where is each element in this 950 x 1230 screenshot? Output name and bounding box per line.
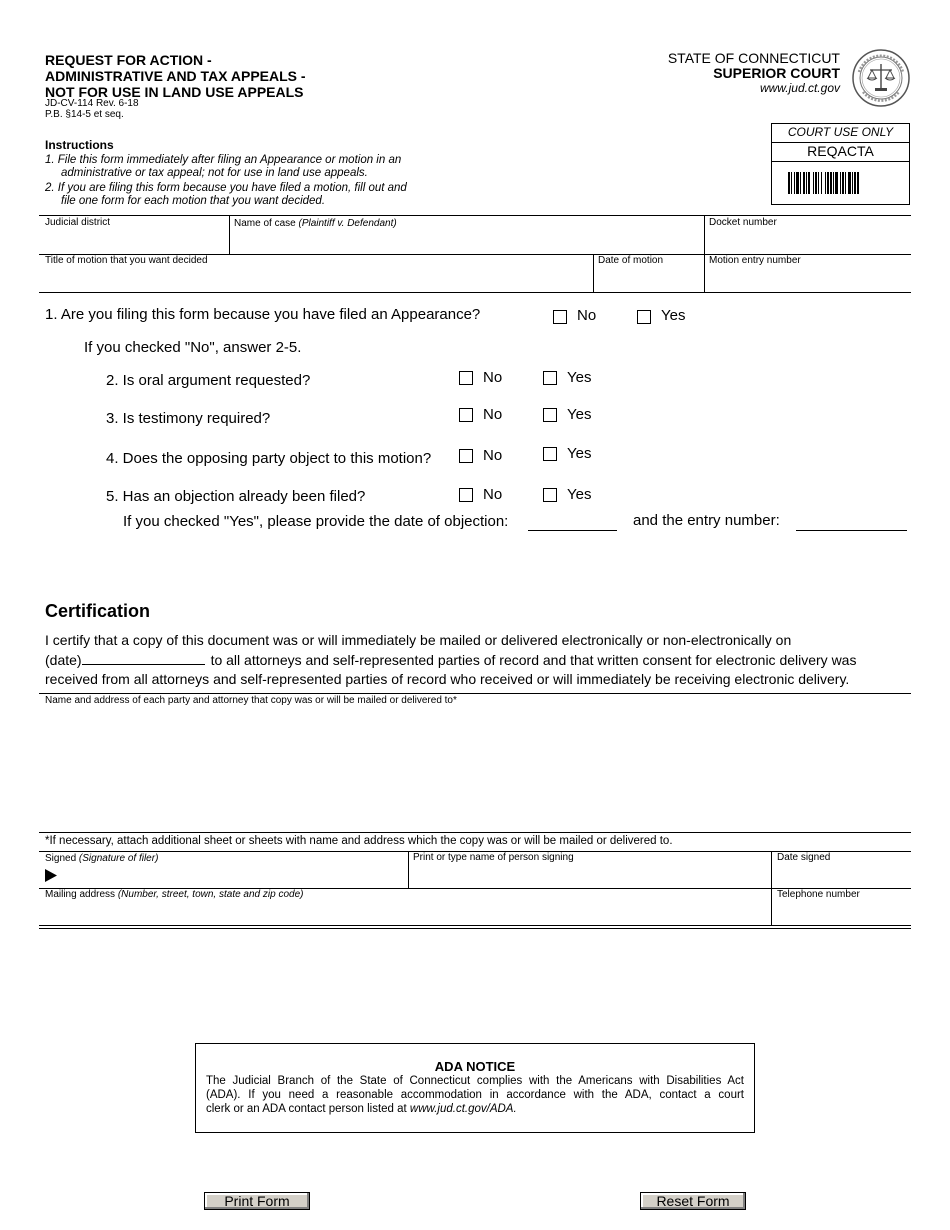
form-title-line-2: ADMINISTRATIVE AND TAX APPEALS - [45,68,306,84]
q1-no-checkbox[interactable] [553,310,567,324]
form-title-line-1: REQUEST FOR ACTION - [45,52,212,68]
court-website: www.jud.ct.gov [759,81,840,95]
name-address-field[interactable] [40,708,910,832]
q3-yes-checkbox[interactable] [543,408,557,422]
reset-form-button[interactable]: Reset Form [640,1192,746,1210]
instruction-2-line-2: file one form for each motion that you want decided. [61,194,326,207]
barcode-icon [788,172,894,194]
question-5: 5. Has an objection already been filed? [106,488,366,505]
q3-yes-label: Yes [567,406,592,423]
name-of-case-field[interactable] [231,231,702,253]
grid-line [39,928,911,929]
grid-line [593,254,594,292]
q2-no-label: No [483,369,503,386]
q4-no-checkbox[interactable] [459,449,473,463]
form-title-line-3: NOT FOR USE IN LAND USE APPEALS [45,84,304,100]
signed-text: Signed [45,853,77,864]
signature-arrow-icon [45,869,57,882]
ada-notice-line-1: The Judicial Branch of the State of Connecticut complies with the Americans with Disabilities Act [206,1075,744,1087]
question-5-entry-label: and the entry number: [633,512,780,529]
question-1: 1. Are you filing this form because you have filed an Appearance? [45,306,481,323]
q5-no-label: No [483,486,503,503]
certification-date-field[interactable] [82,650,205,665]
certification-heading: Certification [45,601,151,621]
ada-notice-line-2: (ADA). If you need a reasonable accommodation in accordance with the ADA, contact a court [206,1089,744,1101]
grid-line [229,215,230,254]
telephone-label: Telephone number [777,889,860,900]
signed-hint: (Signature of filer) [78,853,159,864]
instruction-2-line-1: 2. If you are filing this form because you have filed a motion, fill out and [45,182,407,194]
print-name-label: Print or type name of person signing [413,852,574,863]
title-of-motion-field[interactable] [40,268,592,291]
certification-date-prefix: (date) [45,652,82,668]
ada-notice-heading: ADA NOTICE [434,1059,516,1074]
mailing-address-label [45,889,303,901]
grid-line [704,215,705,292]
state-name: STATE OF CONNECTICUT [667,50,840,66]
q1-no-label: No [577,307,597,324]
telephone-field[interactable] [773,902,910,924]
question-1-note: If you checked "No", answer 2-5. [84,339,302,356]
q4-no-label: No [483,447,503,464]
docket-number-label: Docket number [709,217,777,228]
form-title [45,52,306,100]
question-3: 3. Is testimony required? [106,410,271,427]
court-name: SUPERIOR COURT [713,65,840,81]
docket-number-field[interactable] [706,230,910,253]
certification-line-2-text: to all attorneys and self-represented parties of record and that written consent for electronic delivery was [210,652,857,668]
instruction-1 [45,154,401,179]
motion-entry-number-label: Motion entry number [709,255,801,266]
ada-link[interactable]: www.jud.ct.gov/ADA. [409,1103,517,1115]
attachment-footnote: *If necessary, attach additional sheet or sheets with name and address which the copy was or will be mailed or delivered to. [45,835,673,847]
q4-yes-checkbox[interactable] [543,447,557,461]
name-of-case-hint: (Plaintiff v. Defendant) [298,218,397,229]
date-of-motion-label: Date of motion [598,255,664,266]
rule-reference: P.B. §14-5 et seq. [45,109,124,120]
grid-line [39,215,911,216]
mailing-address-text: Mailing address [45,889,116,900]
q5-yes-checkbox[interactable] [543,488,557,502]
question-2: 2. Is oral argument requested? [106,372,311,389]
name-of-case-text: Name of case [234,218,296,229]
q5-yes-label: Yes [567,486,592,503]
ada-notice-line-3 [206,1102,744,1116]
form-number: JD-CV-114 Rev. 6-18 [45,98,139,109]
instructions-heading: Instructions [45,138,114,152]
q2-yes-checkbox[interactable] [543,371,557,385]
instruction-2 [45,182,407,207]
instruction-1-line-1: 1. File this form immediately after filing an Appearance or motion in an [45,154,402,166]
q2-no-checkbox[interactable] [459,371,473,385]
certification-line-1: I certify that a copy of this document was or will immediately be mailed or delivered electronically or non-electronically on [45,632,792,648]
q1-yes-label: Yes [661,307,686,324]
state-seal-icon [851,48,911,108]
question-5-followup: If you checked "Yes", please provide the date of objection: [123,513,509,530]
name-of-case-label [234,218,397,230]
objection-date-field[interactable] [528,530,617,531]
q4-yes-label: Yes [567,445,592,462]
certification-line-3: received from all attorneys and self-represented parties of record who received or will immediately be receiving electronic delivery. [45,671,850,687]
q3-no-label: No [483,406,503,423]
certification-line-2 [45,650,905,671]
signed-label [45,853,158,865]
title-of-motion-label: Title of motion that you want decided [45,255,208,266]
court-use-box [771,123,910,205]
ada-notice-text [196,1074,754,1116]
court-use-code: REQACTA [772,143,909,162]
q2-yes-label: Yes [567,369,592,386]
grid-line [408,851,409,888]
judicial-district-label: Judicial district [45,217,111,228]
date-of-motion-field[interactable] [595,268,703,291]
question-4: 4. Does the opposing party object to this motion? [106,450,432,467]
court-header [668,51,840,95]
signature-field[interactable] [60,865,406,887]
grid-line [39,292,911,293]
grid-line [39,832,911,833]
ada-notice-line-3-text: clerk or an ADA contact person listed at [206,1103,407,1115]
q5-no-checkbox[interactable] [459,488,473,502]
grid-line [39,925,911,926]
instruction-1-line-2: administrative or tax appeal; not for use in land use appeals. [61,166,368,179]
name-address-label: Name and address of each party and attorney that copy was or will be mailed or delivered to* [45,695,457,706]
print-form-button[interactable]: Print Form [204,1192,310,1210]
q3-no-checkbox[interactable] [459,408,473,422]
judicial-district-field[interactable] [40,230,228,253]
objection-entry-number-field[interactable] [796,530,907,531]
mailing-address-field[interactable] [40,902,769,924]
grid-line [39,693,911,694]
ada-notice-box [195,1043,755,1133]
print-name-field[interactable] [410,865,769,887]
q1-yes-checkbox[interactable] [637,310,651,324]
date-signed-field[interactable] [773,865,910,887]
court-use-label: COURT USE ONLY [772,124,909,143]
motion-entry-number-field[interactable] [706,268,910,291]
date-signed-label: Date signed [777,852,831,863]
mailing-address-hint: (Number, street, town, state and zip code) [117,889,304,900]
